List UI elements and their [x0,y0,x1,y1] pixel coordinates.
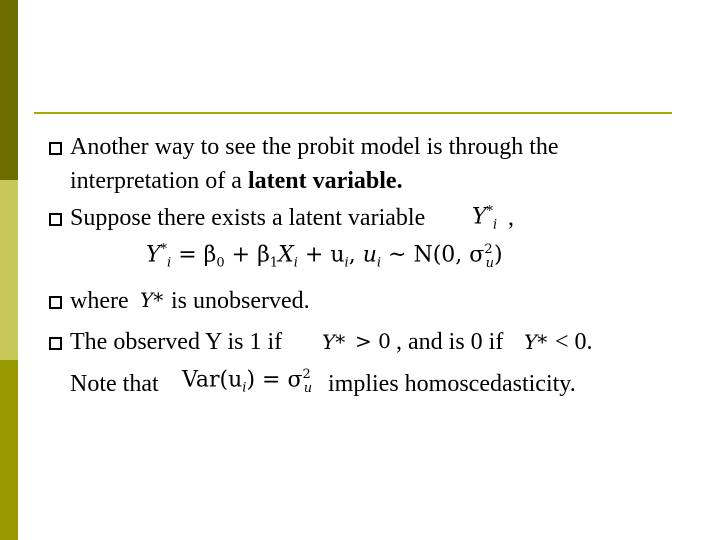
math-symbol: , [348,242,356,268]
bullet-text-line: < 0. [555,329,593,355]
math-ystar: Y* [322,330,346,354]
note-text: implies homoscedasticity. [328,371,576,397]
math-ystar-i: $Y^*_i$ [472,204,498,233]
math-ystar: Y* [524,330,548,354]
math-symbol: X [278,242,294,268]
math-symbol: ) = σ [246,367,303,393]
math-symbol: Var(u [182,367,243,393]
bullet-icon [49,337,62,350]
comma: , [508,205,514,231]
sidebar-decoration [0,0,18,540]
math-symbol: Y [146,242,161,268]
model-equation: $Y^*_i = \beta_0 + \beta_1X_i + u_i$, $u_i$ ~ N(0, $\sigma^2_u$) [146,242,503,271]
math-ystar: Y* [140,288,164,312]
bullet-text-line: , and is 0 if [396,329,504,355]
bullet-icon [49,142,62,155]
math-symbol: = β [178,242,217,268]
math-gt-zero: > 0 [355,329,391,353]
sidebar-block-top [0,0,18,180]
text-span: interpretation of a [70,168,248,194]
math-symbol: ) [493,242,503,268]
latent-variable-term: latent variable. [247,168,403,194]
note-text: Note that [70,371,159,397]
bullet-icon [49,296,62,309]
bullet-text-line: is unobserved. [171,288,310,314]
math-symbol: ~ N(0, σ [388,242,485,268]
bullet-text-line: Suppose there exists a latent variable [70,205,426,231]
bullet-icon [49,213,62,226]
title-divider [34,112,672,114]
math-variance: $Var(u_i) = \sigma^2_u$ [182,367,313,396]
bullet-text-line [70,167,403,195]
sidebar-block-bottom [0,360,18,540]
bullet-text-line: Another way to see the probit model is through the [70,134,559,160]
bullet-text-line: where [70,288,129,314]
bullet-text-line: The observed Y is 1 if [70,329,283,355]
math-symbol: + u [304,242,345,268]
math-symbol: Y [472,204,487,230]
math-symbol: + β [231,242,270,268]
math-symbol: u [362,242,377,268]
sidebar-block-middle [0,180,18,360]
